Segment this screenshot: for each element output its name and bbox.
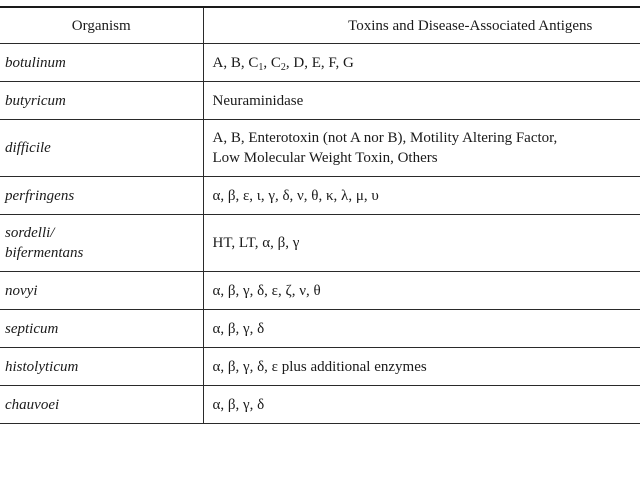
toxins-line: Low Molecular Weight Toxin, Others xyxy=(212,150,438,166)
table-row xyxy=(0,348,640,386)
toxin-table xyxy=(0,6,640,424)
subscript: 2 xyxy=(280,61,286,73)
organism-cell: butyricum xyxy=(0,82,203,120)
table-row xyxy=(0,82,640,120)
table-row xyxy=(0,120,640,177)
table-row xyxy=(0,386,640,424)
toxins-cell: α, β, γ, δ xyxy=(203,386,640,424)
subscript: 1 xyxy=(258,61,264,73)
toxins-cell: HT, LT, α, β, γ xyxy=(203,215,640,272)
organism-cell xyxy=(0,215,203,272)
organism-column-header: Organism xyxy=(0,7,203,44)
table-row xyxy=(0,44,640,82)
organism-line: bifermentans xyxy=(5,245,84,261)
table-row xyxy=(0,272,640,310)
table-row xyxy=(0,310,640,348)
toxins-cell: Neuraminidase xyxy=(203,82,640,120)
organism-cell: difficile xyxy=(0,120,203,177)
toxins-cell: α, β, ε, ι, γ, δ, ν, θ, κ, λ, μ, υ xyxy=(203,177,640,215)
toxins-cell: α, β, γ, δ xyxy=(203,310,640,348)
toxins-cell: α, β, γ, δ, ε, ζ, ν, θ xyxy=(203,272,640,310)
organism-line: sordelli/ xyxy=(5,225,55,241)
toxins-cell: α, β, γ, δ, ε plus additional enzymes xyxy=(203,348,640,386)
table-header-row xyxy=(0,7,640,44)
organism-cell: histolyticum xyxy=(0,348,203,386)
organism-cell: chauvoei xyxy=(0,386,203,424)
toxins-column-header: Toxins and Disease-Associated Antigens xyxy=(203,7,640,44)
table-row xyxy=(0,177,640,215)
table-row xyxy=(0,215,640,272)
toxins-text: , D, E, F, G xyxy=(285,54,354,71)
toxins-cell xyxy=(203,120,640,177)
toxins-cell xyxy=(203,44,640,82)
toxins-text: A, B, C xyxy=(212,54,259,71)
organism-cell: novyi xyxy=(0,272,203,310)
toxins-text: , C xyxy=(263,54,281,71)
organism-cell: septicum xyxy=(0,310,203,348)
organism-cell: botulinum xyxy=(0,44,203,82)
organism-cell: perfringens xyxy=(0,177,203,215)
toxins-line: A, B, Enterotoxin (not A nor B), Motility Altering Factor, xyxy=(212,130,558,146)
